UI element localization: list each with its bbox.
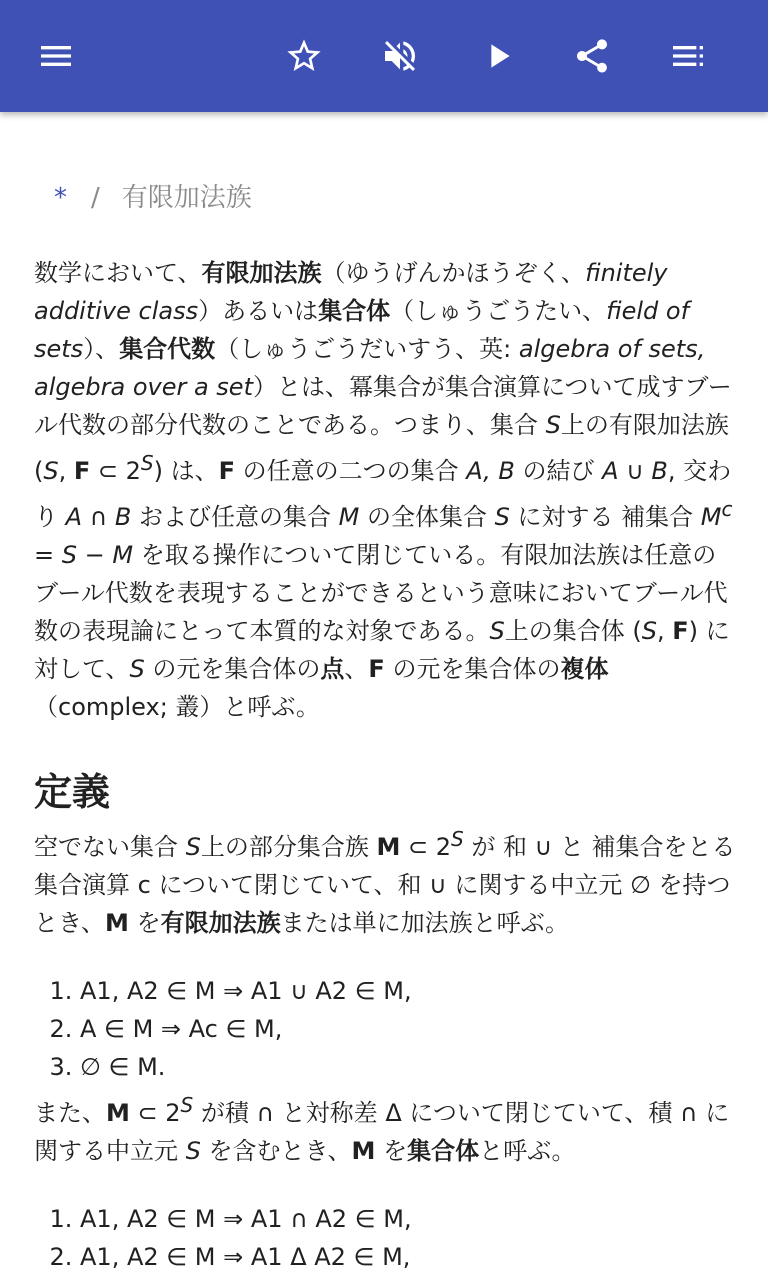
breadcrumb: [54, 176, 736, 220]
share-icon: [572, 36, 612, 76]
article-content: [34, 150, 736, 1276]
play-icon: [478, 36, 518, 76]
star-outline-icon: [284, 36, 324, 76]
list-item: 1. A1, A2 ∈ M ⇒ A1 ∪ A2 ∈ M,: [80, 972, 736, 1010]
share-button[interactable]: [564, 28, 620, 84]
intro-paragraph: 数学において、有限加法族（ゆうげんかほうぞく、finitely additive class）あるいは集合体（しゅうごうたい、field of sets）、集合代数（しゅうごうだいすう、英: algebra of sets, algebra over a set）とは、冪集合が集合演算について成すブール代数の部分代数のことである。つまり、集合 S上の有限加法族 (S, F ⊂ $2^S$) は、F の任意の二つの集合 A, B の結び A ∪ B, 交わり A ∩ B および任意の集合 M の全体集合 S に対する 補集合 $M^c = S - M$ を取る操作について閉じている。有限加法族は任意のブール代数を表現することができるという意味においてブール代数の表現論にとって本質的な対象である。S上の集合体 (S, F) に対して、S の元を集合体の点、F の元を集合体の複体（complex; 叢）と呼ぶ。: [34, 259, 733, 721]
volume-off-icon: [380, 36, 420, 76]
definition-list-1: [34, 972, 736, 1086]
list-item: 2. A ∈ M ⇒ Ac ∈ M,: [80, 1010, 736, 1048]
contents-button[interactable]: [660, 28, 716, 84]
list-item: 2. A1, A2 ∈ M ⇒ A1 Δ A2 ∈ M,: [80, 1238, 736, 1276]
list-icon: [668, 36, 708, 76]
definition-paragraph: 空でない集合 S上の部分集合族 M ⊂ $2^S$ が 和 ∪ と 補集合をとる集合演算 c について閉じていて、和 ∪ に関する中立元 ∅ を持つとき、M を有限加法族または単に加法族と呼ぶ。: [34, 827, 736, 937]
list-item: 1. A1, A2 ∈ M ⇒ A1 ∩ A2 ∈ M,: [80, 1200, 736, 1238]
section-heading-definition: 定義: [34, 770, 111, 814]
breadcrumb-current: 有限加法族: [121, 183, 252, 213]
app-bar: [0, 0, 768, 112]
breadcrumb-home-link[interactable]: *: [54, 183, 67, 213]
bookmark-button[interactable]: [276, 28, 332, 84]
field-of-sets-paragraph: また、M ⊂ $2^S$ が積 ∩ と対称差 Δ について閉じていて、積 ∩ に関する中立元 S を含むとき、M を集合体と呼ぶ。: [34, 1093, 730, 1165]
mute-button[interactable]: [372, 28, 428, 84]
definition-list-2: [34, 1200, 736, 1276]
menu-button[interactable]: [28, 28, 84, 84]
breadcrumb-separator: /: [91, 183, 100, 213]
menu-icon: [36, 36, 76, 76]
list-item: 3. ∅ ∈ M.: [80, 1048, 736, 1086]
play-button[interactable]: [470, 28, 526, 84]
